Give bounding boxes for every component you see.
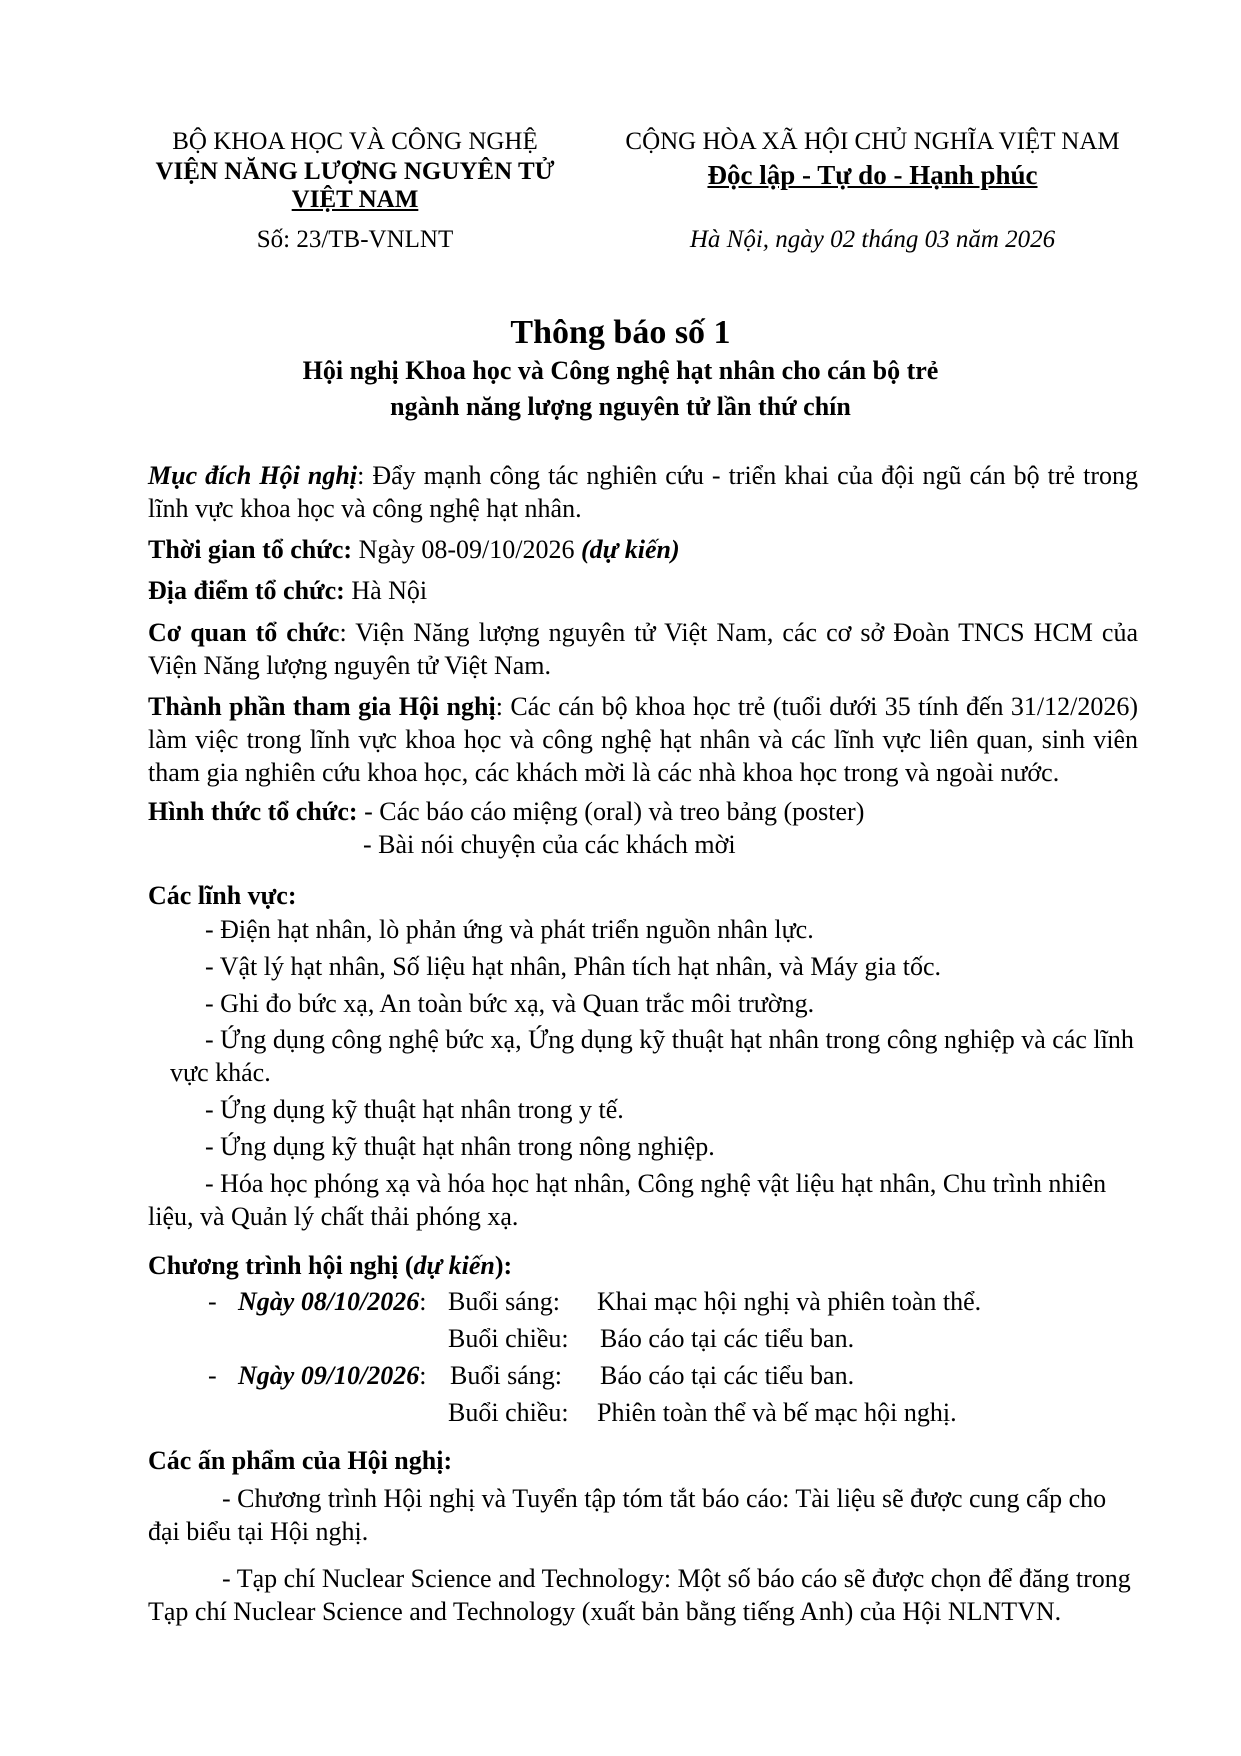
- venue-label: Địa điểm tổ chức:: [148, 576, 345, 605]
- place-and-date: Hà Nội, ngày 02 tháng 03 năm 2026: [689, 226, 1056, 253]
- schedule-activity: Báo cáo tại các tiểu ban.: [600, 1324, 855, 1353]
- participants-text: : Các cán bộ khoa học trẻ (tuổi dưới 35 tính đến 31/12/2026) làm việc trong lĩnh vực khoa học và công nghệ hạt nhân và các lĩnh vực liên quan, sinh viên tham gia nghiên cứu khoa học, các khách mời là các nhà khoa học trong và ngoài nước.: [148, 692, 1138, 787]
- institute-name-line1: VIỆN NĂNG LƯỢNG NGUYÊN TỬ: [155, 158, 555, 185]
- national-motto-text: Độc lập - Tự do - Hạnh phúc: [707, 160, 1038, 190]
- field-item: - Vật lý hạt nhân, Số liệu hạt nhân, Phân tích hạt nhân, và Máy gia tốc.: [205, 952, 942, 981]
- field-item-continuation: liệu, và Quản lý chất thải phóng xạ.: [148, 1202, 519, 1231]
- program-close: ):: [494, 1251, 513, 1280]
- format-line1: [148, 797, 864, 827]
- field-item: - Điện hạt nhân, lò phản ứng và phát triển nguồn nhân lực.: [205, 915, 814, 944]
- time-text: Ngày 08-09/10/2026: [352, 535, 581, 564]
- schedule-day-colon: :: [419, 1287, 427, 1316]
- format-label: Hình thức tổ chức:: [148, 797, 358, 826]
- ministry-name: BỘ KHOA HỌC VÀ CÔNG NGHỆ: [172, 128, 538, 155]
- publication-item-continuation: đại biểu tại Hội nghị.: [148, 1517, 369, 1546]
- schedule-session: Buổi chiều:: [448, 1398, 569, 1427]
- program-heading: [148, 1251, 512, 1281]
- purpose-label: Mục đích Hội nghị: [148, 461, 358, 490]
- publication-item: - Tạp chí Nuclear Science and Technology: Một số báo cáo sẽ được chọn để đăng trong: [222, 1564, 1131, 1593]
- field-item: - Ứng dụng kỹ thuật hạt nhân trong y tế.: [205, 1095, 624, 1124]
- institute-name-line2: [120, 186, 590, 214]
- field-item-continuation: vực khác.: [170, 1058, 271, 1087]
- purpose-text: : Đẩy mạnh công tác nghiên cứu - triển khai của đội ngũ cán bộ trẻ trong lĩnh vực khoa học và công nghệ hạt nhân.: [148, 461, 1138, 523]
- time-label: Thời gian tổ chức:: [148, 535, 353, 564]
- schedule-day: [238, 1361, 427, 1391]
- participants-paragraph: [148, 690, 1138, 789]
- organizer-text: : Viện Năng lượng nguyên tử Việt Nam, các cơ sở Đoàn TNCS HCM của Viện Năng lượng nguyên tử Việt Nam.: [148, 618, 1139, 680]
- publications-heading: Các ấn phẩm của Hội nghị:: [148, 1446, 453, 1475]
- format-item-oral: - Các báo cáo miệng (oral) và treo bảng (poster): [357, 797, 865, 826]
- fields-heading: Các lĩnh vực:: [148, 881, 297, 910]
- time-paragraph: [148, 533, 1138, 566]
- program-label: Chương trình hội nghị (: [148, 1251, 414, 1280]
- conference-title-line1: Hội nghị Khoa học và Công nghệ hạt nhân cho cán bộ trẻ: [302, 356, 939, 385]
- field-item: - Ứng dụng công nghệ bức xạ, Ứng dụng kỹ thuật hạt nhân trong công nghiệp và các lĩnh: [205, 1025, 1134, 1054]
- document-number: Số: 23/TB-VNLNT: [256, 226, 454, 253]
- organizer-label: Cơ quan tổ chức: [148, 618, 340, 647]
- national-motto: [605, 160, 1140, 191]
- field-item: - Hóa học phóng xạ và hóa học hạt nhân, Công nghệ vật liệu hạt nhân, Chu trình nhiên: [205, 1169, 1107, 1198]
- schedule-dash: -: [208, 1361, 217, 1390]
- publication-item: - Chương trình Hội nghị và Tuyển tập tóm tắt báo cáo: Tài liệu sẽ được cung cấp cho: [222, 1484, 1107, 1513]
- schedule-day-colon: :: [419, 1361, 427, 1390]
- participants-label: Thành phần tham gia Hội nghị: [148, 692, 496, 721]
- schedule-day-text: Ngày 09/10/2026: [238, 1361, 420, 1390]
- field-item: - Ứng dụng kỹ thuật hạt nhân trong nông nghiệp.: [205, 1132, 715, 1161]
- page-title: Thông báo số 1: [510, 314, 731, 351]
- publication-item-continuation: Tạp chí Nuclear Science and Technology (xuất bản bằng tiếng Anh) của Hội NLNTVN.: [148, 1597, 1062, 1626]
- schedule-session: Buổi sáng:: [448, 1287, 560, 1316]
- format-item-guest: - Bài nói chuyện của các khách mời: [363, 830, 736, 859]
- schedule-day-text: Ngày 08/10/2026: [238, 1287, 420, 1316]
- schedule-activity: Phiên toàn thể và bế mạc hội nghị.: [597, 1398, 957, 1427]
- institute-name-line2-text: VIỆT NAM: [291, 186, 419, 213]
- purpose-paragraph: [148, 459, 1138, 525]
- field-item: - Ghi đo bức xạ, An toàn bức xạ, và Quan trắc môi trường.: [205, 989, 815, 1018]
- time-note: (dự kiến): [581, 535, 680, 564]
- schedule-dash: -: [208, 1287, 217, 1316]
- schedule-session: Buổi sáng:: [450, 1361, 562, 1390]
- country-name: CỘNG HÒA XÃ HỘI CHỦ NGHĨA VIỆT NAM: [625, 128, 1120, 155]
- conference-title-line2: ngành năng lượng nguyên tử lần thứ chín: [390, 392, 851, 421]
- venue-text: Hà Nội: [344, 576, 428, 605]
- schedule-session: Buổi chiều:: [448, 1324, 569, 1353]
- venue-paragraph: [148, 574, 1138, 607]
- organizer-paragraph: [148, 616, 1138, 682]
- schedule-activity: Khai mạc hội nghị và phiên toàn thể.: [597, 1287, 982, 1316]
- schedule-activity: Báo cáo tại các tiểu ban.: [600, 1361, 855, 1390]
- schedule-day: [238, 1287, 427, 1317]
- program-note: dự kiến: [413, 1251, 495, 1280]
